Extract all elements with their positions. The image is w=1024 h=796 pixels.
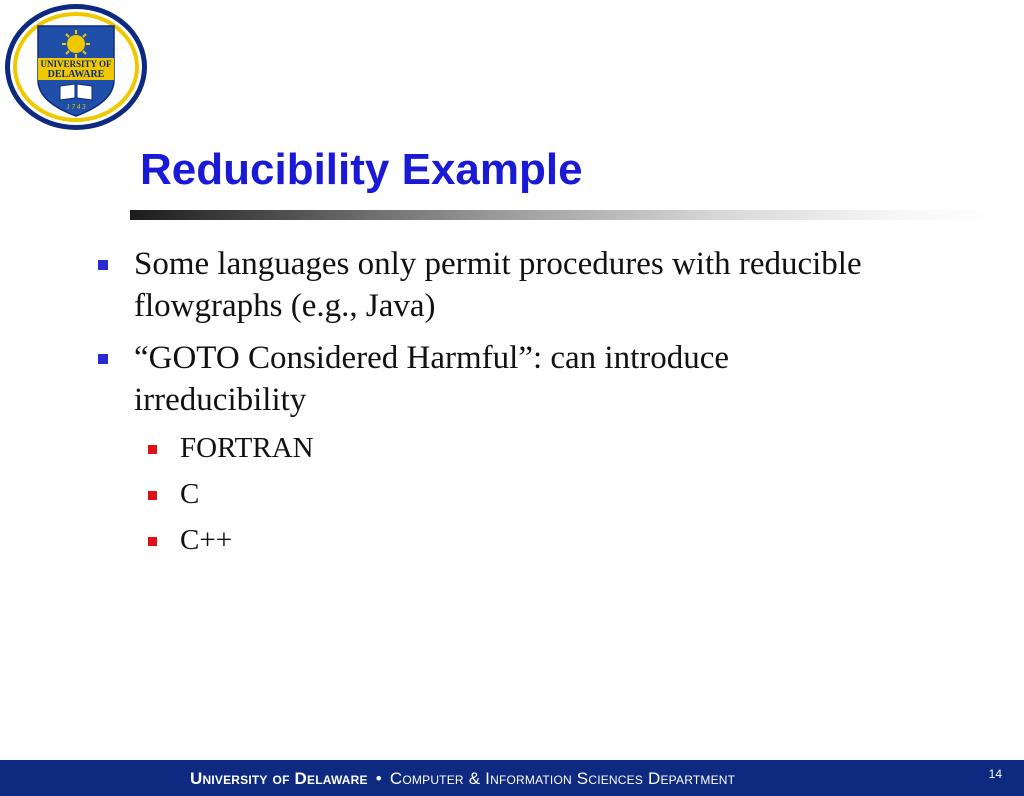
slide-footer (0, 760, 1024, 796)
bullet-text: “GOTO Considered Harmful”: can introduce irreducibility (134, 340, 730, 418)
footer-separator: • (375, 769, 382, 788)
title-divider (130, 210, 1000, 220)
page-number: 14 (988, 767, 1002, 781)
red-square-bullet-icon (148, 491, 157, 500)
svg-text:1 7 4 3: 1 7 4 3 (66, 103, 86, 111)
square-bullet-icon (98, 260, 108, 270)
red-square-bullet-icon (148, 445, 157, 454)
footer-department: Computer & Information Sciences Department (389, 769, 736, 788)
sub-list-item (148, 517, 898, 563)
square-bullet-icon (98, 354, 108, 364)
sub-bullet-list (134, 425, 898, 563)
bullet-list (98, 243, 898, 573)
sub-list-item (148, 471, 898, 517)
bullet-text: Some languages only permit procedures with reducible flowgraphs (e.g., Java) (134, 246, 862, 324)
university-seal-icon (2, 2, 152, 132)
footer-university: University of Delaware (190, 769, 368, 788)
svg-text:DELAWARE: DELAWARE (47, 69, 105, 80)
svg-text:UNIVERSITY OF: UNIVERSITY OF (40, 59, 112, 69)
list-item (98, 337, 898, 563)
footer-caption (190, 768, 735, 790)
university-logo (2, 2, 152, 132)
slide-title: Reducibility Example (140, 145, 583, 194)
list-item (98, 243, 898, 327)
red-square-bullet-icon (148, 537, 157, 546)
sub-bullet-text: FORTRAN (180, 432, 314, 464)
sub-bullet-text: C (180, 478, 200, 510)
sub-bullet-text: C++ (180, 524, 233, 556)
sub-list-item (148, 425, 898, 471)
